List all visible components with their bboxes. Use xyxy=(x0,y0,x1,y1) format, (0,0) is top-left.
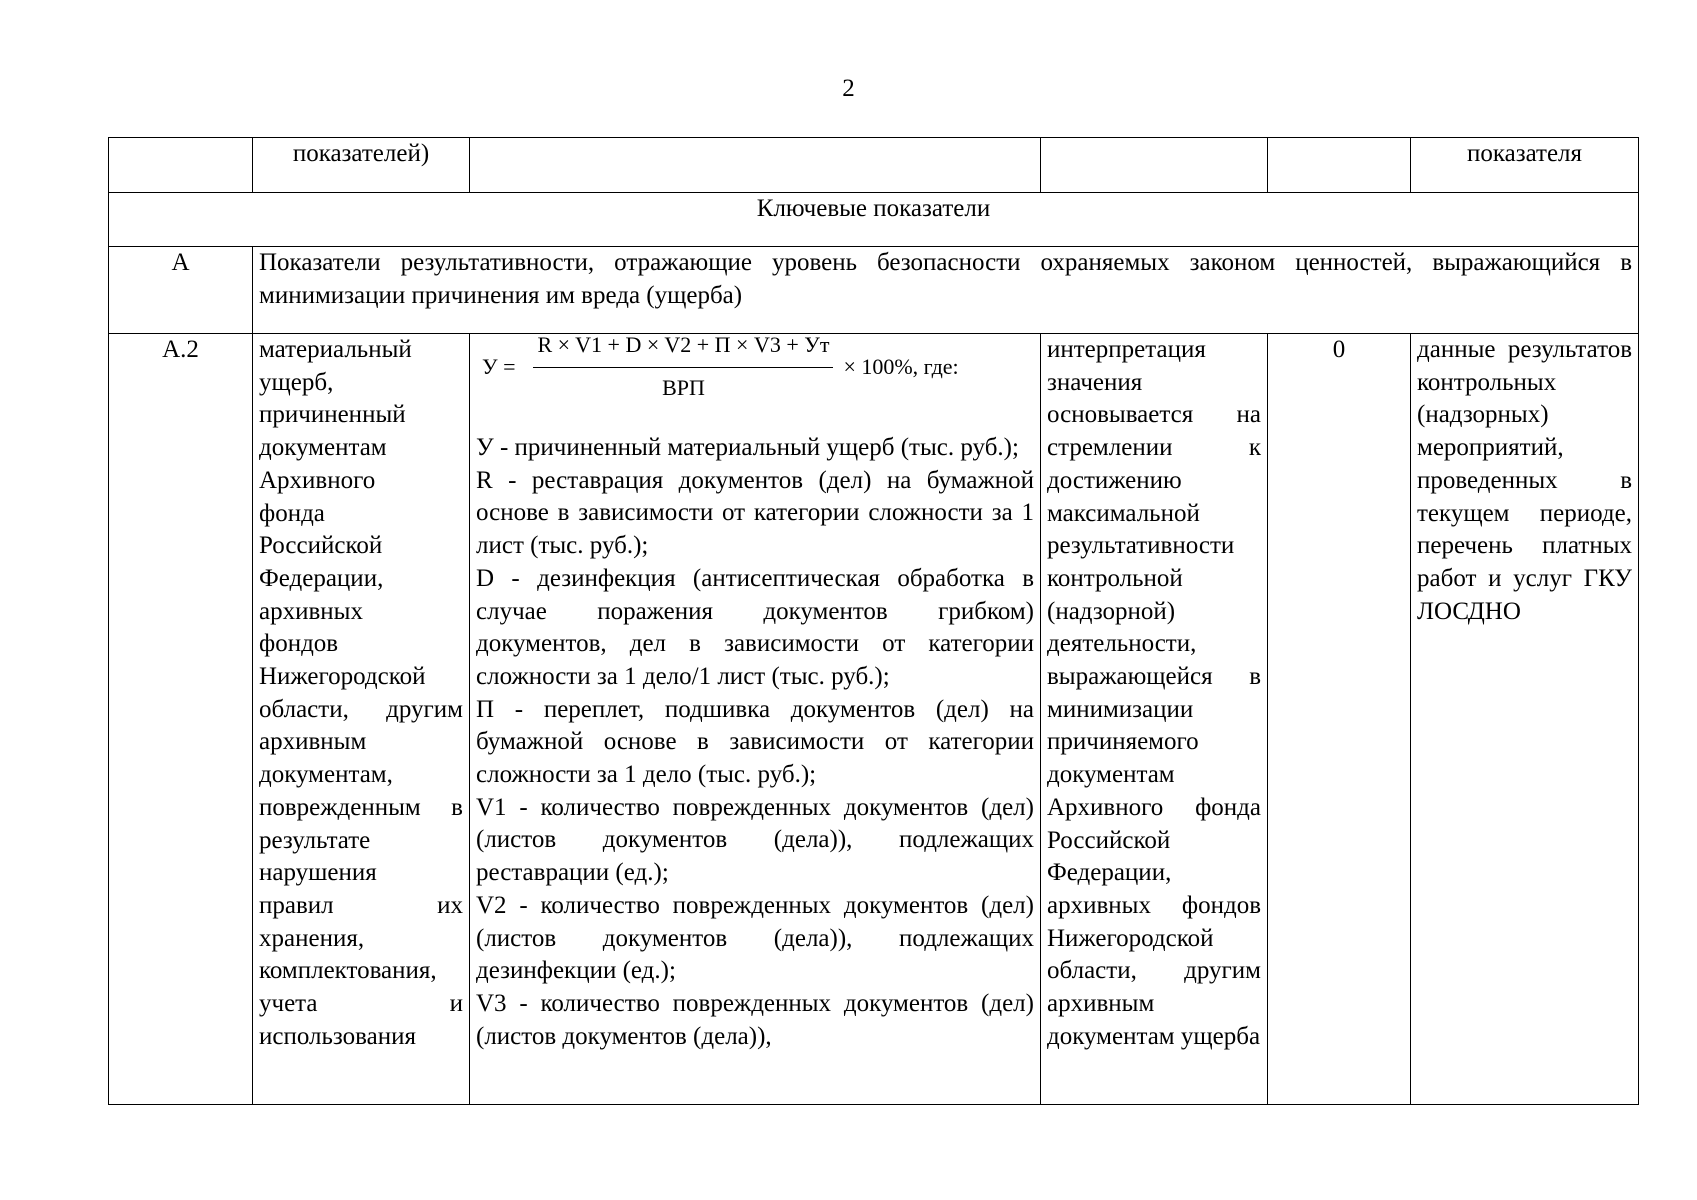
indicator-name-line: причиненный xyxy=(259,401,406,429)
continuation-row xyxy=(109,138,1639,193)
indicator-name-line: ущерб, xyxy=(259,368,334,396)
indicator-name-line: Федерации, xyxy=(259,564,384,592)
formula-definition: R - реставрация документов (дел) на бумажной основе в зависимости от категории сложности за 1 лист (тыс. руб.); xyxy=(476,466,1034,560)
indicator-name-line: Архивного xyxy=(259,466,376,494)
indicator-name-line: документам xyxy=(259,434,387,462)
formula-denominator: ВРП xyxy=(662,375,705,400)
column-name-continuation: показателей) xyxy=(253,138,470,193)
formula-definition: У - причиненный материальный ущерб (тыс. руб.); xyxy=(476,434,1019,461)
indicator-name-line: фондов xyxy=(259,630,339,658)
indicator-name-line: результате xyxy=(259,826,371,854)
indicator-row xyxy=(109,334,1639,1105)
indicator-formula-cell xyxy=(470,334,1041,1105)
indicator-source: данные результатов контрольных (надзорных) мероприятий, проведенных в текущем периоде, перечень платных работ и услуг ГКУ ЛОСДНО xyxy=(1411,334,1639,1105)
formula-definition: D - дезинфекция (антисептическая обработка в случае поражения документов грибком) документов, дел в зависимости от категории сложности за 1 дело/1 лист (тыс. руб.); xyxy=(476,564,1034,690)
indicator-name-line: Российской xyxy=(259,532,383,560)
indicator-interpretation: интерпретация значения основывается на стремлении к достижению максимальной результативности контрольной (надзорной) деятельности, выражающейся в минимизации причиняемого документам Архивного фонда Российской Федерации, архивных фондов Нижегородской области, другим архивным документам ущерба xyxy=(1041,334,1268,1105)
indicator-name-line: области, другим xyxy=(259,695,463,723)
page-number: 2 xyxy=(842,75,855,102)
cell-empty xyxy=(1268,138,1411,193)
cell-empty xyxy=(1041,138,1268,193)
indicator-name-line: правил их xyxy=(259,891,463,919)
indicator-name-line: архивным xyxy=(259,728,367,756)
formula-definition: П - переплет, подшивка документов (дел) на бумажной основе в зависимости от категории сложности за 1 дело (тыс. руб.); xyxy=(476,695,1034,789)
section-row xyxy=(109,193,1639,247)
formula-rhs: × 100%, где: xyxy=(843,353,959,379)
indicator-name-lines xyxy=(259,334,463,1053)
formula-lhs: У = xyxy=(482,353,516,379)
formula-numerator: R × V1 + D × V2 + П × V3 + Ут xyxy=(533,329,833,368)
group-text: Показатели результативности, отражающие уровень безопасности охраняемых законом ценностей, выражающийся в минимизации причинения им вреда (ущерба) xyxy=(253,247,1639,334)
indicator-name-line: документам, xyxy=(259,761,393,789)
cell-empty xyxy=(109,138,253,193)
indicator-name-line: поврежденным в xyxy=(259,793,463,821)
group-row xyxy=(109,247,1639,334)
cell-empty xyxy=(470,138,1041,193)
indicator-name-line: учета и xyxy=(259,990,463,1018)
formula-definitions xyxy=(476,432,1034,1053)
indicator-name-line: нарушения xyxy=(259,859,377,887)
indicator-name-line: хранения, xyxy=(259,924,365,952)
section-title: Ключевые показатели xyxy=(109,193,1639,247)
indicator-name-line: использования xyxy=(259,1022,416,1050)
indicator-name xyxy=(253,334,470,1105)
indicator-code: А.2 xyxy=(109,334,253,1105)
column-source-continuation: показателя xyxy=(1411,138,1639,193)
formula-fraction xyxy=(533,329,833,404)
indicator-name-line: комплектования, xyxy=(259,957,437,985)
formula-definition: V1 - количество поврежденных документов (дел) (листов документов (дела)), подлежащих реставрации (ед.); xyxy=(476,793,1034,887)
group-code: А xyxy=(109,247,253,334)
formula-definition: V3 - количество поврежденных документов (дел) (листов документов (дела)), xyxy=(476,989,1034,1050)
indicators-table xyxy=(108,137,1639,1105)
formula xyxy=(476,334,1034,400)
indicator-name-line: Нижегородской xyxy=(259,663,426,691)
indicator-target-value: 0 xyxy=(1268,334,1411,1105)
indicator-name-line: материальный xyxy=(259,336,412,363)
indicator-name-line: архивных xyxy=(259,597,363,625)
indicator-name-line: фонда xyxy=(259,499,325,527)
formula-definition: V2 - количество поврежденных документов (дел) (листов документов (дела)), подлежащих дезинфекции (ед.); xyxy=(476,891,1034,985)
